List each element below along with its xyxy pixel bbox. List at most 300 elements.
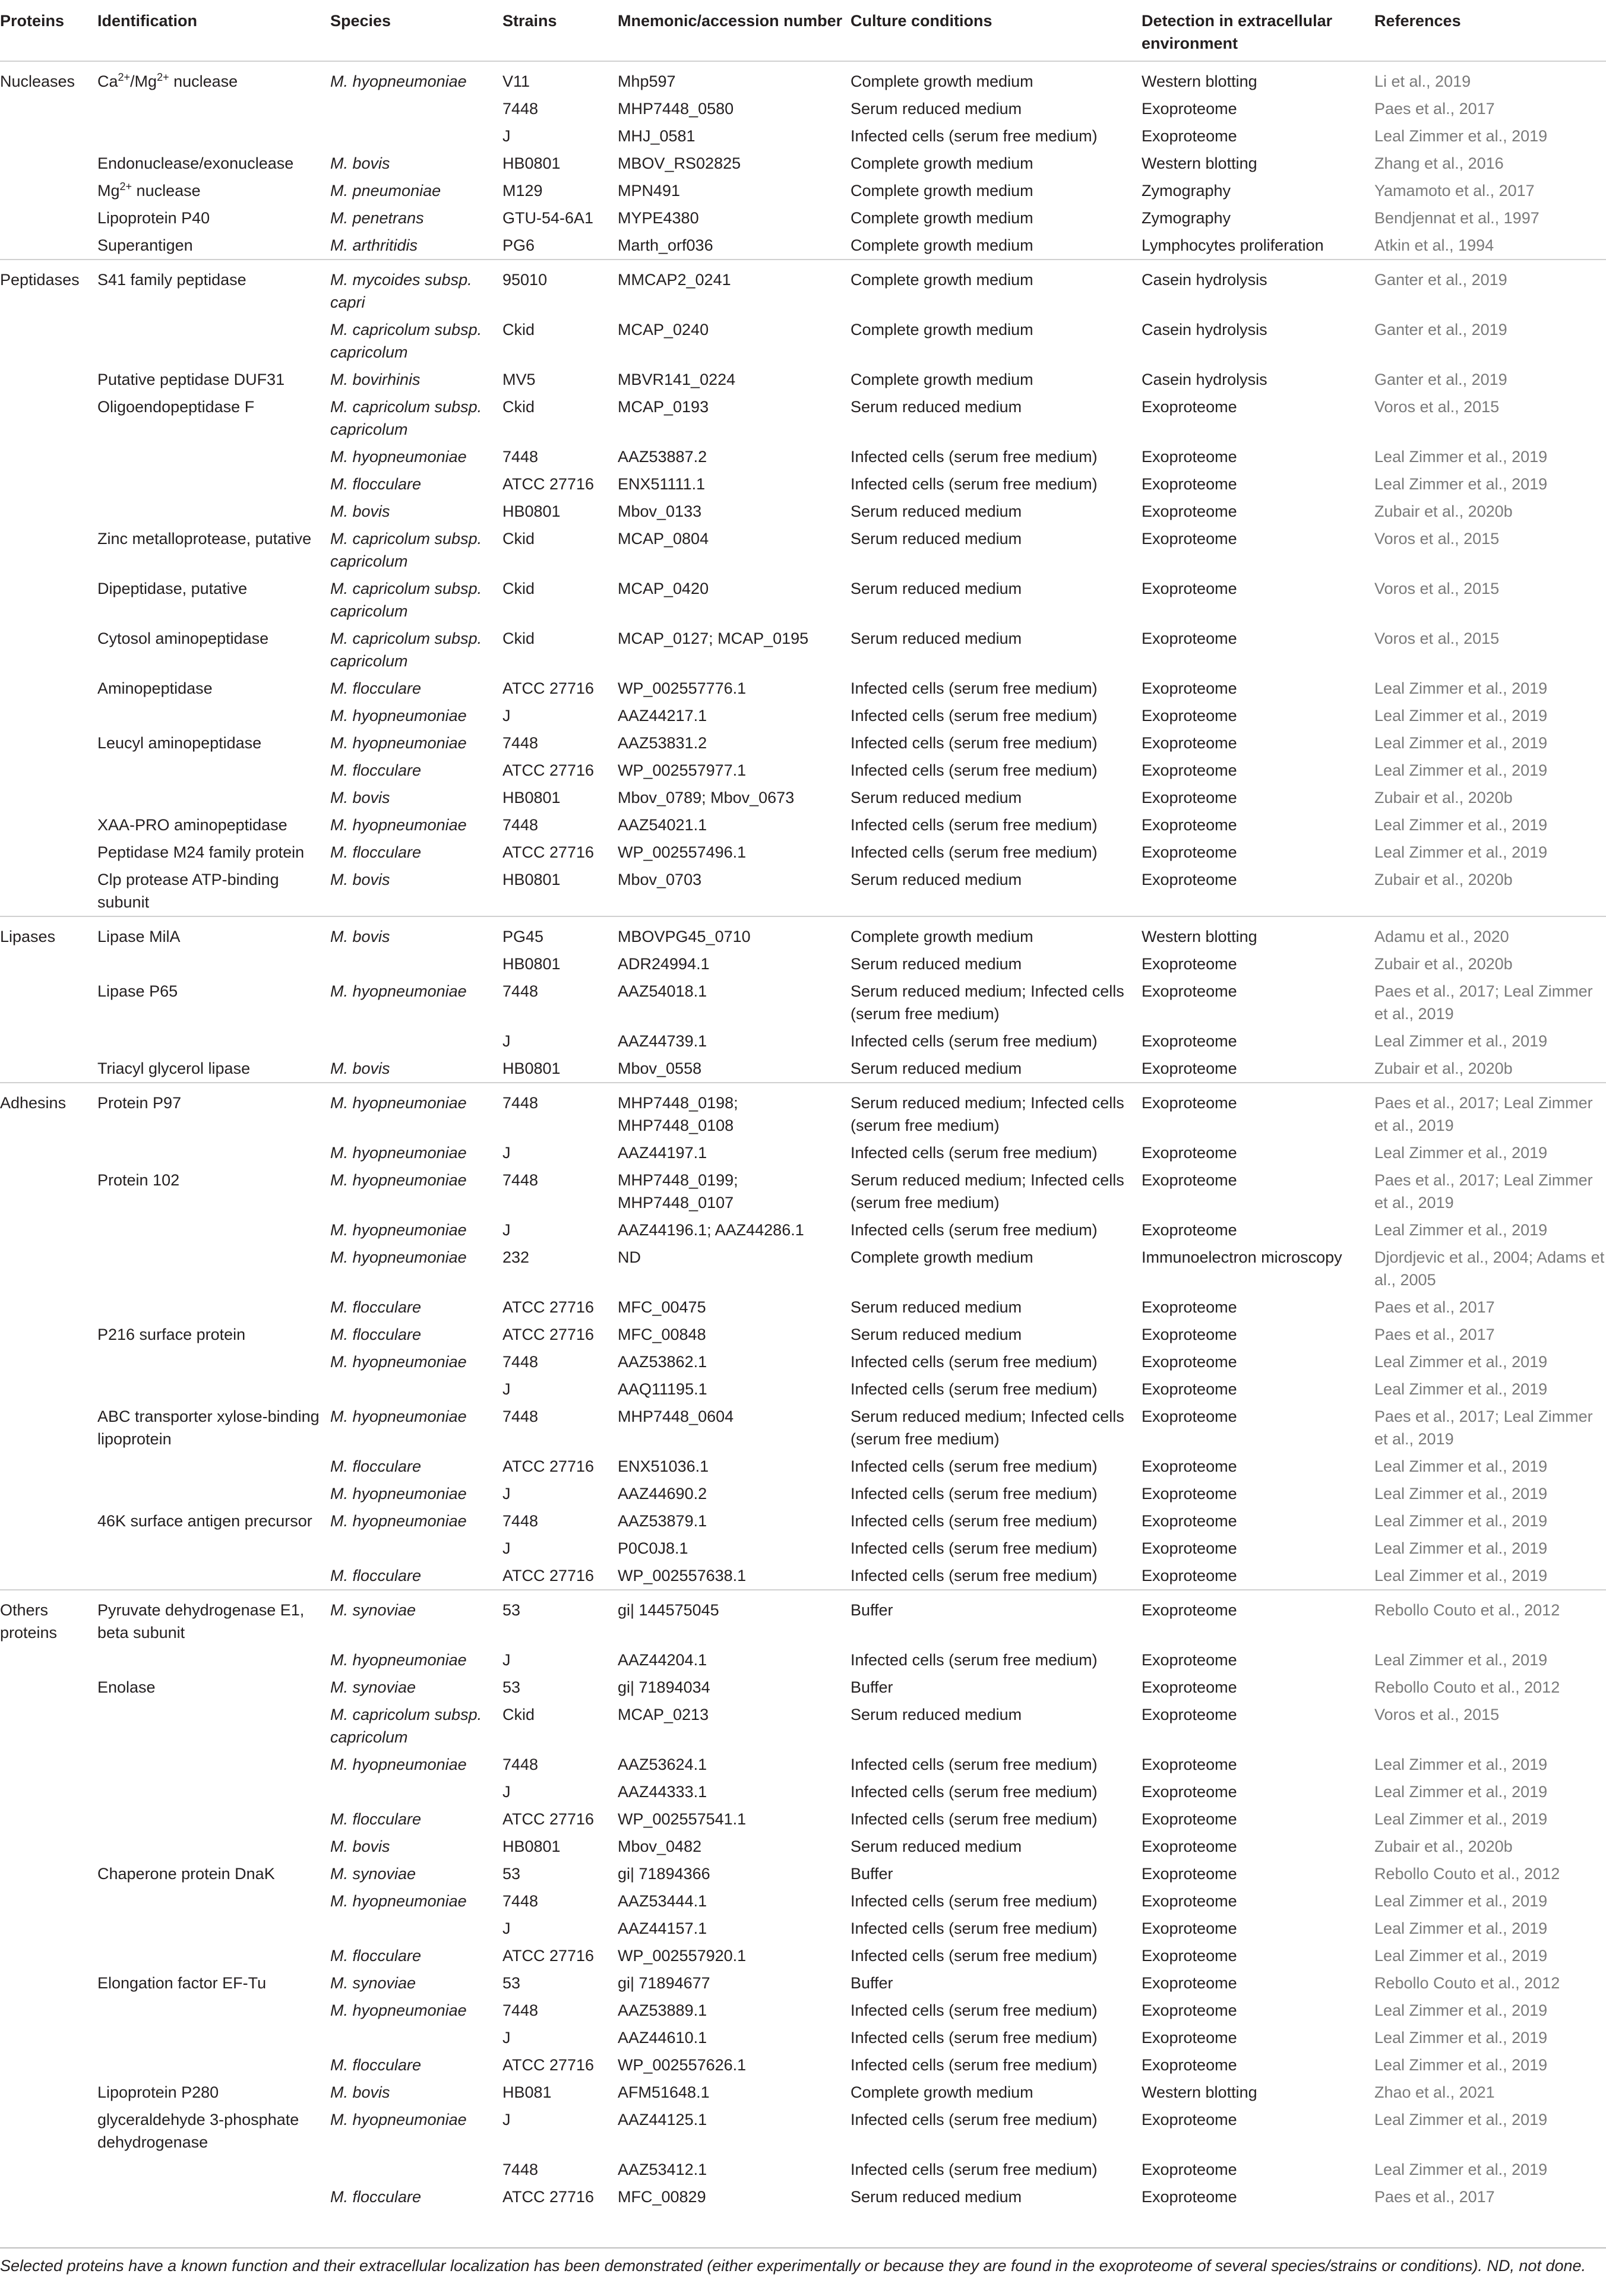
reference-cell: Leal Zimmer et al., 2019 [1374,1380,1548,1398]
protein-group-cell [0,784,97,811]
protein-group-cell [0,1969,97,1997]
species-cell [330,1535,502,1562]
strain-cell: J [502,1651,511,1669]
detection-cell: Exoproteome [1142,1590,1374,1646]
strain-cell: HB0801 [502,1060,561,1077]
protein-group-cell: Nucleases [0,61,97,95]
strain-cell: 7448 [502,734,539,752]
identification-cell: Zinc metalloprotease, putative [97,530,312,548]
culture-cell: Serum reduced medium [851,1326,1022,1343]
strain-cell: 7448 [502,816,539,834]
detection-cell: Exoproteome [1142,530,1237,548]
protein-group-cell [0,757,97,784]
table-row [0,150,1606,177]
strain-cell: J [502,1919,511,1937]
protein-group-cell [0,1997,97,2024]
species-cell: M. hyopneumoniae [330,1083,502,1139]
identification-cell [97,470,330,498]
detection-cell: Exoproteome [1142,100,1237,118]
strain-cell: J [502,1221,511,1239]
reference-cell: Atkin et al., 1994 [1374,236,1494,254]
protein-group-cell [0,1244,97,1294]
table-row [0,1778,1606,1805]
accession-cell: AAZ53412.1 [618,2161,707,2178]
strain-cell: ATCC 27716 [502,1947,595,1965]
identification-cell: P216 surface protein [97,1326,246,1343]
species-cell: M. flocculare [330,1326,422,1343]
species-cell [330,95,502,122]
identification-cell [97,1887,330,1915]
reference-cell: Rebollo Couto et al., 2012 [1374,1865,1560,1883]
accession-cell: WP_002557776.1 [618,679,747,697]
protein-group-cell [0,1294,97,1321]
protein-group-cell [0,150,97,177]
table-row [0,784,1606,811]
protein-group-cell [0,525,97,575]
detection-cell: Exoproteome [1142,1974,1237,1992]
strain-cell: ATCC 27716 [502,761,595,779]
culture-cell: Infected cells (serum free medium) [851,2029,1098,2047]
table-row [0,1562,1606,1590]
protein-group-cell [0,204,97,232]
detection-cell: Exoproteome [1142,1083,1374,1139]
protein-group-cell [0,1348,97,1375]
protein-group-cell [0,2183,97,2210]
species-cell: M. hyopneumoniae [330,1171,467,1189]
accession-cell: MHP7448_0604 [618,1408,734,1425]
culture-cell: Infected cells (serum free medium) [851,1512,1098,1530]
reference-cell: Paes et al., 2017; Leal Zimmer et al., 2019 [1374,1171,1593,1212]
protein-group-cell: Peptidases [0,260,97,316]
accession-cell: P0C0J8.1 [618,1539,688,1557]
strain-cell: Ckid [502,398,535,416]
species-cell: M. hyopneumoniae [330,2001,467,2019]
species-cell: M. hyopneumoniae [330,1144,467,1162]
culture-cell: Infected cells (serum free medium) [851,1567,1098,1585]
detection-cell: Exoproteome [1142,2029,1237,2047]
reference-cell: Leal Zimmer et al., 2019 [1374,1651,1548,1669]
strain-cell: ATCC 27716 [502,1567,595,1585]
protein-group-cell [0,1535,97,1562]
detection-cell: Exoproteome [1142,1171,1237,1189]
reference-cell: Zubair et al., 2020b [1374,1060,1513,1077]
identification-cell: Dipeptidase, putative [97,580,248,597]
strain-cell: 7448 [502,1756,539,1773]
culture-cell: Infected cells (serum free medium) [851,734,1098,752]
culture-cell: Infected cells (serum free medium) [851,475,1098,493]
culture-cell: Complete growth medium [851,916,1142,950]
identification-cell: Pyruvate dehydrogenase E1, beta subunit [97,1590,330,1646]
accession-cell: MCAP_0804 [618,530,709,548]
table-row [0,2024,1606,2051]
strain-cell: MV5 [502,371,536,388]
strain-cell: J [502,1380,511,1398]
culture-cell: Infected cells (serum free medium) [851,1221,1098,1239]
identification-cell: Lipase MilA [97,916,330,950]
culture-cell: Serum reduced medium [851,789,1022,807]
culture-cell: Infected cells (serum free medium) [851,1947,1098,1965]
accession-cell: AAZ44690.2 [618,1485,707,1503]
table-row [0,978,1606,1027]
identification-cell [97,1375,330,1403]
culture-cell: Infected cells (serum free medium) [851,843,1098,861]
accession-cell: gi| 144575045 [618,1590,851,1646]
protein-group-cell [0,95,97,122]
species-cell [330,122,502,150]
culture-cell: Complete growth medium [851,260,1142,316]
culture-cell: Complete growth medium [851,2083,1033,2101]
strain-cell: 7448 [502,2001,539,2019]
identification-cell [97,1348,330,1375]
species-cell: M. capricolum subsp. capricolum [330,321,482,361]
table-row [0,1294,1606,1321]
strain-cell: 7448 [502,1171,539,1189]
table-row [0,260,1606,316]
strain-cell: PG45 [502,916,618,950]
strain-cell: J [502,2111,511,2129]
detection-cell: Exoproteome [1142,630,1237,647]
reference-cell: Voros et al., 2015 [1374,530,1500,548]
culture-cell: Serum reduced medium [851,580,1022,597]
table-row [0,470,1606,498]
species-cell: M. hyopneumoniae [330,448,467,466]
species-cell: M. bovirhinis [330,371,421,388]
reference-cell: Leal Zimmer et al., 2019 [1374,1567,1548,1585]
reference-cell: Zubair et al., 2020b [1374,1838,1513,1855]
table-row [0,1507,1606,1535]
accession-cell: Mbov_0482 [618,1838,702,1855]
detection-cell: Exoproteome [1142,955,1237,973]
table-row [0,1027,1606,1055]
strain-cell: 53 [502,1678,521,1696]
detection-cell: Exoproteome [1142,1539,1237,1557]
identification-cell [97,1942,330,1969]
reference-cell: Leal Zimmer et al., 2019 [1374,679,1548,697]
detection-cell: Exoproteome [1142,398,1237,416]
culture-cell: Buffer [851,1678,893,1696]
species-cell: M. hyopneumoniae [330,982,467,1000]
detection-cell: Exoproteome [1142,1892,1237,1910]
reference-cell: Leal Zimmer et al., 2019 [1374,1144,1548,1162]
reference-cell: Leal Zimmer et al., 2019 [1374,2056,1548,2074]
species-cell: M. synoviae [330,1678,416,1696]
reference-cell: Leal Zimmer et al., 2019 [1374,1539,1548,1557]
table-row [0,1139,1606,1166]
species-cell: M. flocculare [330,2188,422,2206]
table-row [0,1403,1606,1453]
species-cell: M. flocculare [330,1947,422,1965]
identification-cell: Oligoendopeptidase F [97,398,255,416]
protein-group-cell [0,1860,97,1887]
table-row [0,525,1606,575]
table-row [0,702,1606,729]
reference-cell: Leal Zimmer et al., 2019 [1374,1485,1548,1503]
species-cell: M. hyopneumoniae [330,816,467,834]
accession-cell: gi| 71894034 [618,1678,710,1696]
strain-cell: ATCC 27716 [502,2056,595,2074]
strain-cell: ATCC 27716 [502,1810,595,1828]
protein-group-cell [0,978,97,1027]
protein-group-cell [0,950,97,978]
species-cell: M. hyopneumoniae [330,1408,467,1425]
species-cell: M. capricolum subsp. capricolum [330,580,482,620]
identification-cell: Enolase [97,1678,156,1696]
protein-group-cell [0,470,97,498]
strain-cell: PG6 [502,236,535,254]
detection-cell: Exoproteome [1142,1678,1237,1696]
identification-cell: Clp protease ATP-binding subunit [97,871,279,911]
strain-cell: 7448 [502,1353,539,1371]
accession-cell: MPN491 [618,182,681,200]
accession-cell: AAZ44739.1 [618,1032,707,1050]
species-cell [330,1778,502,1805]
identification-cell [97,443,330,470]
detection-cell: Exoproteome [1142,1060,1237,1077]
species-cell: M. flocculare [330,1457,422,1475]
species-cell: M. synoviae [330,1865,416,1883]
table-row [0,1375,1606,1403]
detection-cell: Exoproteome [1142,1485,1237,1503]
table-row [0,1942,1606,1969]
column-header: References [1374,12,1461,30]
species-cell: M. penetrans [330,209,424,227]
protein-group-cell [0,2106,97,2156]
reference-cell: Voros et al., 2015 [1374,630,1500,647]
reference-cell: Leal Zimmer et al., 2019 [1374,127,1548,145]
reference-cell: Zubair et al., 2020b [1374,502,1513,520]
strain-cell: 53 [502,1865,521,1883]
species-cell: M. bovis [330,502,390,520]
strain-cell: 7448 [502,982,539,1000]
protein-group-cell [0,811,97,839]
reference-cell: Voros et al., 2015 [1374,1706,1500,1723]
culture-cell: Serum reduced medium [851,100,1022,118]
identification-cell: Endonuclease/exonuclease [97,154,294,172]
species-cell [330,2024,502,2051]
accession-cell: ND [618,1248,641,1266]
column-header: Strains [502,12,557,30]
species-cell: M. capricolum subsp. capricolum [330,1706,482,1746]
strain-cell: GTU-54-6A1 [502,209,594,227]
accession-cell: AAZ44204.1 [618,1651,707,1669]
accession-cell: ADR24994.1 [618,955,710,973]
species-cell: M. capricolum subsp. capricolum [330,530,482,570]
strain-cell: 7448 [502,1512,539,1530]
accession-cell: MHP7448_0580 [618,100,734,118]
protein-group-cell [0,1375,97,1403]
identification-cell [97,1646,330,1674]
table-row [0,2079,1606,2106]
reference-cell: Li et al., 2019 [1374,61,1606,95]
identification-cell [97,1453,330,1480]
species-cell: M. mycoides subsp. capri [330,260,502,316]
table-row [0,625,1606,675]
reference-cell: Voros et al., 2015 [1374,580,1500,597]
identification-cell: Aminopeptidase [97,679,213,697]
reference-cell: Leal Zimmer et al., 2019 [1374,1353,1548,1371]
table-row [0,1997,1606,2024]
species-cell: M. hyopneumoniae [330,707,467,725]
species-cell: M. bovis [330,871,390,888]
protein-group-cell [0,2051,97,2079]
identification-cell [97,2156,330,2183]
culture-cell: Serum reduced medium [851,1298,1022,1316]
detection-cell: Western blotting [1142,61,1374,95]
reference-cell: Leal Zimmer et al., 2019 [1374,1810,1548,1828]
table-row [0,2051,1606,2079]
reference-cell: Leal Zimmer et al., 2019 [1374,707,1548,725]
culture-cell: Serum reduced medium; Infected cells (serum free medium) [851,1408,1124,1448]
culture-cell: Serum reduced medium [851,502,1022,520]
species-cell: M. bovis [330,154,390,172]
species-cell: M. flocculare [330,2056,422,2074]
accession-cell: ENX51111.1 [618,475,706,493]
culture-cell: Serum reduced medium [851,2188,1022,2206]
reference-cell: Leal Zimmer et al., 2019 [1374,1221,1548,1239]
table-row [0,1321,1606,1348]
table-row [0,95,1606,122]
species-cell: M. hyopneumoniae [330,1485,467,1503]
strain-cell: HB0801 [502,502,561,520]
accession-cell: AAZ53879.1 [618,1512,707,1530]
culture-cell: Serum reduced medium [851,955,1022,973]
protein-group-cell: Others proteins [0,1590,97,1646]
identification-cell: Protein 102 [97,1171,180,1189]
table-row [0,1453,1606,1480]
table-row [0,2156,1606,2183]
species-cell: M. flocculare [330,475,422,493]
reference-cell: Adamu et al., 2020 [1374,916,1606,950]
detection-cell: Exoproteome [1142,1353,1237,1371]
accession-cell: AAZ53831.2 [618,734,707,752]
accession-cell: WP_002557626.1 [618,2056,747,2074]
detection-cell: Exoproteome [1142,2111,1237,2129]
table-row [0,498,1606,525]
identification-cell [97,1805,330,1833]
culture-cell: Infected cells (serum free medium) [851,1810,1098,1828]
protein-group-cell [0,1778,97,1805]
detection-cell: Exoproteome [1142,789,1237,807]
detection-cell: Casein hydrolysis [1142,260,1374,316]
detection-cell: Western blotting [1142,916,1374,950]
table-row [0,204,1606,232]
reference-cell: Leal Zimmer et al., 2019 [1374,1892,1548,1910]
accession-cell: AAZ54018.1 [618,982,707,1000]
reference-cell: Leal Zimmer et al., 2019 [1374,1947,1548,1965]
culture-cell: Infected cells (serum free medium) [851,679,1098,697]
protein-group-cell [0,675,97,702]
strain-cell: J [502,1144,511,1162]
table-row [0,1646,1606,1674]
accession-cell: AAZ53444.1 [618,1892,707,1910]
protein-group-cell [0,1027,97,1055]
species-cell: M. flocculare [330,1810,422,1828]
reference-cell: Leal Zimmer et al., 2019 [1374,2111,1548,2129]
identification-cell: ABC transporter xylose-binding lipoprotein [97,1408,320,1448]
detection-cell: Exoproteome [1142,580,1237,597]
species-cell: M. flocculare [330,1298,422,1316]
strain-cell: J [502,1539,511,1557]
detection-cell: Exoproteome [1142,679,1237,697]
culture-cell: Infected cells (serum free medium) [851,127,1098,145]
identification-cell: $Mg^{2+}$ nuclease [97,181,201,200]
accession-cell: MFC_00475 [618,1298,706,1316]
protein-group-cell [0,366,97,393]
identification-cell: Superantigen [97,236,193,254]
accession-cell: Marth_orf036 [618,236,713,254]
protein-group-cell [0,729,97,757]
detection-cell: Exoproteome [1142,1865,1237,1883]
table-row [0,811,1606,839]
species-cell: M. bovis [330,2083,390,2101]
species-cell: M. flocculare [330,843,422,861]
reference-cell: Leal Zimmer et al., 2019 [1374,816,1548,834]
identification-cell [97,122,330,150]
table-row [0,1166,1606,1216]
protein-group-cell [0,1403,97,1453]
detection-cell: Exoproteome [1142,734,1237,752]
identification-cell: Peptidase M24 family protein [97,843,305,861]
accession-cell: AAZ44197.1 [618,1144,707,1162]
accession-cell: AAZ44196.1; AAZ44286.1 [618,1221,804,1239]
table-row [0,575,1606,625]
detection-cell: Exoproteome [1142,2056,1237,2074]
detection-cell: Exoproteome [1142,761,1237,779]
identification-cell: Protein P97 [97,1083,330,1139]
identification-cell [97,784,330,811]
table-row [0,316,1606,366]
identification-cell: Triacyl glycerol lipase [97,1060,251,1077]
accession-cell: Mbov_0703 [618,871,702,888]
protein-group-cell [0,575,97,625]
reference-cell: Zubair et al., 2020b [1374,871,1513,888]
reference-cell: Rebollo Couto et al., 2012 [1374,1590,1606,1646]
table-header [0,7,1606,61]
protein-group-cell [0,443,97,470]
species-cell: M. hyopneumoniae [330,1756,467,1773]
culture-cell: Infected cells (serum free medium) [851,2161,1098,2178]
culture-cell: Serum reduced medium [851,1060,1022,1077]
identification-cell [97,1751,330,1778]
identification-cell [97,1294,330,1321]
strain-cell: 7448 [502,448,539,466]
accession-cell: Mbov_0558 [618,1060,702,1077]
protein-group-cell [0,839,97,866]
reference-cell: Leal Zimmer et al., 2019 [1374,2001,1548,2019]
identification-cell [97,1915,330,1942]
identification-cell [97,1833,330,1860]
protein-group-cell [0,1562,97,1590]
table-row [0,393,1606,443]
culture-cell: Infected cells (serum free medium) [851,1651,1098,1669]
protein-table [0,7,1606,2210]
protein-group-cell [0,2156,97,2183]
identification-cell [97,757,330,784]
strain-cell: ATCC 27716 [502,843,595,861]
accession-cell: gi| 71894366 [618,1865,710,1883]
culture-cell: Infected cells (serum free medium) [851,816,1098,834]
protein-group-cell [0,1216,97,1244]
detection-cell: Exoproteome [1142,1457,1237,1475]
table-row [0,1216,1606,1244]
identification-cell [97,1244,330,1294]
culture-cell: Infected cells (serum free medium) [851,2111,1098,2129]
reference-cell: Ganter et al., 2019 [1374,260,1606,316]
accession-cell: Mhp597 [618,61,851,95]
reference-cell: Leal Zimmer et al., 2019 [1374,1919,1548,1937]
protein-group-cell: Lipases [0,916,97,950]
detection-cell: Exoproteome [1142,1947,1237,1965]
